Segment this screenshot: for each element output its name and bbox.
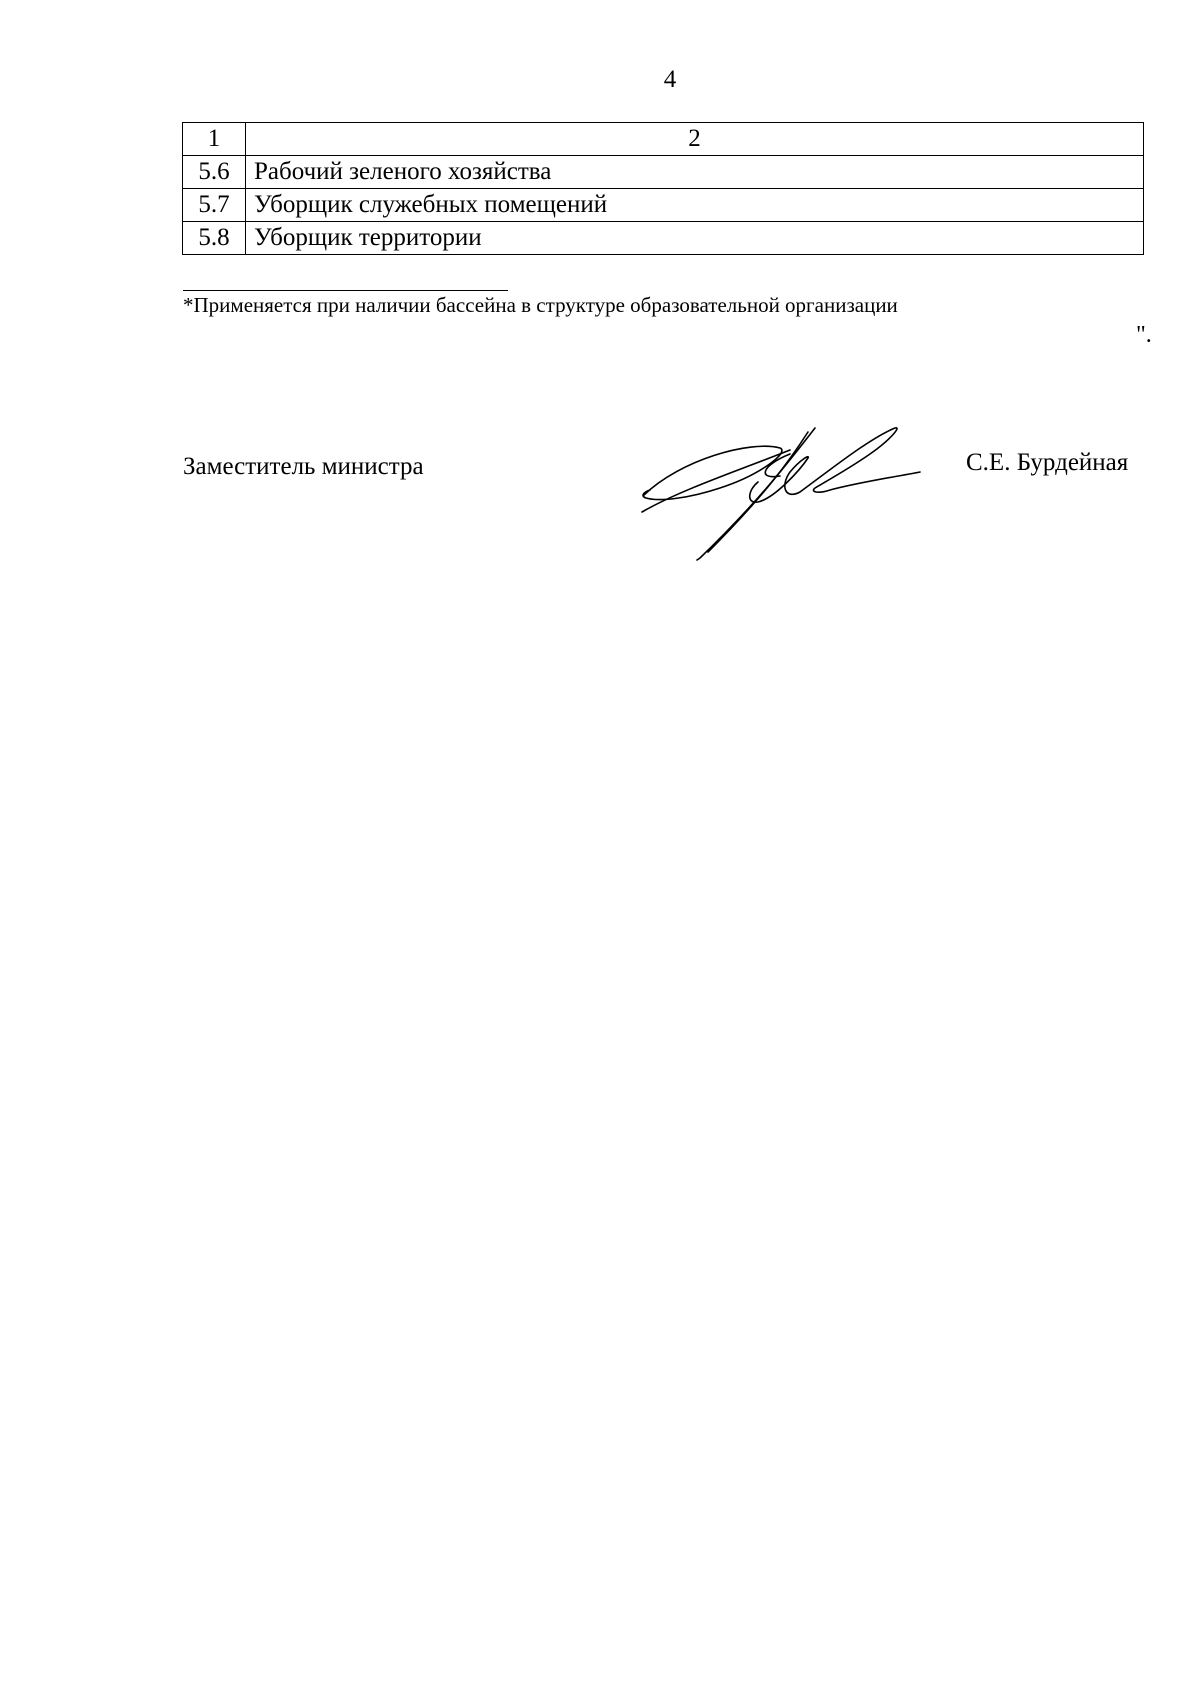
row-title: Уборщик служебных помещений — [246, 189, 1144, 222]
signer-position: Заместитель министра — [183, 453, 424, 480]
column-header-2: 2 — [246, 123, 1144, 156]
table-row — [183, 222, 1144, 255]
table-row — [183, 189, 1144, 222]
row-number: 5.6 — [183, 156, 246, 189]
column-header-1: 1 — [183, 123, 246, 156]
handwritten-signature — [640, 420, 930, 570]
row-number: 5.7 — [183, 189, 246, 222]
row-number: 5.8 — [183, 222, 246, 255]
row-title: Рабочий зеленого хозяйства — [246, 156, 1144, 189]
table-row — [183, 156, 1144, 189]
row-title: Уборщик территории — [246, 222, 1144, 255]
positions-table — [182, 122, 1144, 255]
page-number: 4 — [663, 66, 677, 93]
footnote: *Применяется при наличии бассейна в структуре образовательной организации — [183, 293, 898, 317]
closing-quote: ". — [1136, 322, 1152, 348]
signer-name: С.Е. Бурдейная — [966, 449, 1129, 476]
table-header-row — [183, 123, 1144, 156]
footnote-divider — [183, 290, 508, 291]
